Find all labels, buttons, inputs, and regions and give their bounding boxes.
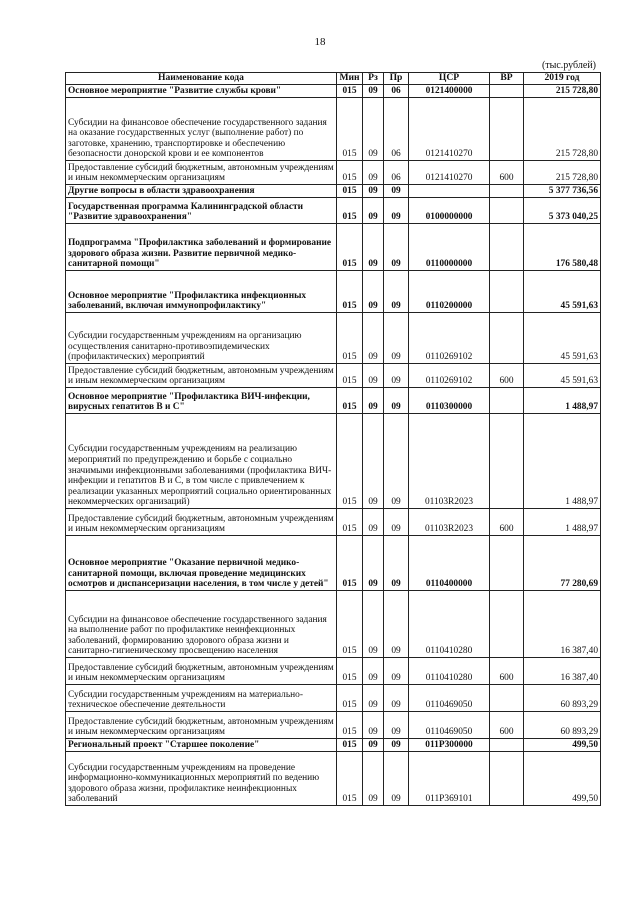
cell-min: 015: [337, 739, 363, 752]
cell-name: Субсидии государственным учреждениям на материально-техническое обеспечение деятельности: [66, 685, 337, 712]
cell-min: 015: [337, 271, 363, 313]
cell-name: Основное мероприятие "Профилактика инфекционных заболеваний, включая иммунопрофилактику": [66, 271, 337, 313]
cell-name: Основное мероприятие "Оказание первичной медико-санитарной помощи, включая проведение медицинских осмотров и диспансеризации населения, в том числе у детей": [66, 536, 337, 591]
cell-min: 015: [337, 685, 363, 712]
cell-csr: 0121410270: [409, 161, 490, 185]
cell-pr: 06: [384, 98, 409, 161]
cell-pr: 09: [384, 185, 409, 198]
cell-name: Предоставление субсидий бюджетным, автономным учреждениям и иным некоммерческим организациям: [66, 658, 337, 685]
cell-rz: 09: [363, 98, 384, 161]
cell-sum: 5 373 040,25: [524, 198, 601, 224]
cell-rz: 09: [363, 271, 384, 313]
cell-csr: 0100000000: [409, 198, 490, 224]
cell-rz: 09: [363, 414, 384, 509]
cell-vr: [490, 185, 524, 198]
cell-csr: 0110410280: [409, 658, 490, 685]
cell-sum: 60 893,29: [524, 712, 601, 739]
cell-name: Основное мероприятие "Развитие службы крови": [66, 85, 337, 98]
cell-rz: 09: [363, 591, 384, 658]
header-min: Мин: [337, 73, 363, 85]
cell-csr: 0110400000: [409, 536, 490, 591]
cell-sum: 215 728,80: [524, 161, 601, 185]
header-csr: ЦСР: [409, 73, 490, 85]
cell-min: 015: [337, 161, 363, 185]
table-row: [66, 313, 601, 364]
cell-sum: 16 387,40: [524, 658, 601, 685]
table-row: [66, 509, 601, 536]
cell-min: 015: [337, 509, 363, 536]
cell-csr: 0110469050: [409, 712, 490, 739]
cell-vr: 600: [490, 364, 524, 388]
cell-vr: 600: [490, 658, 524, 685]
cell-csr: 011P300000: [409, 739, 490, 752]
cell-min: 015: [337, 591, 363, 658]
cell-pr: 09: [384, 414, 409, 509]
cell-pr: 09: [384, 685, 409, 712]
cell-name: Региональный проект "Старшее поколение": [66, 739, 337, 752]
table-row: [66, 739, 601, 752]
cell-pr: 09: [384, 752, 409, 806]
cell-sum: 60 893,29: [524, 685, 601, 712]
table-row: [66, 161, 601, 185]
table-row: [66, 388, 601, 414]
cell-vr: [490, 414, 524, 509]
cell-sum: 215 728,80: [524, 98, 601, 161]
cell-pr: 06: [384, 161, 409, 185]
cell-name: Субсидии государственным учреждениям на проведение информационно-коммуникационных мероприятий по ведению здорового образа жизни, профилактике неинфекционных заболеваний: [66, 752, 337, 806]
cell-rz: 09: [363, 685, 384, 712]
cell-pr: 09: [384, 364, 409, 388]
cell-sum: 1 488,97: [524, 414, 601, 509]
table-row: [66, 536, 601, 591]
table-row: [66, 414, 601, 509]
cell-sum: 5 377 736,56: [524, 185, 601, 198]
cell-sum: 176 580,48: [524, 224, 601, 271]
cell-min: 015: [337, 364, 363, 388]
cell-min: 015: [337, 185, 363, 198]
cell-rz: 09: [363, 658, 384, 685]
header-year: 2019 год: [524, 73, 601, 85]
cell-csr: 0110000000: [409, 224, 490, 271]
cell-min: 015: [337, 388, 363, 414]
cell-pr: 06: [384, 85, 409, 98]
table-row: [66, 85, 601, 98]
cell-vr: [490, 198, 524, 224]
cell-vr: 600: [490, 161, 524, 185]
cell-rz: 09: [363, 509, 384, 536]
cell-name: Подпрограмма "Профилактика заболеваний и формирование здорового образа жизни. Развитие первичной медико-санитарной помощи": [66, 224, 337, 271]
cell-pr: 09: [384, 224, 409, 271]
cell-csr: 01103R2023: [409, 414, 490, 509]
cell-name: Предоставление субсидий бюджетным, автономным учреждениям и иным некоммерческим организациям: [66, 712, 337, 739]
cell-pr: 09: [384, 536, 409, 591]
cell-vr: [490, 752, 524, 806]
cell-name: Основное мероприятие "Профилактика ВИЧ-инфекции, вирусных гепатитов В и С": [66, 388, 337, 414]
cell-min: 015: [337, 658, 363, 685]
cell-rz: 09: [363, 313, 384, 364]
header-pr: Пр: [384, 73, 409, 85]
cell-rz: 09: [363, 185, 384, 198]
cell-min: 015: [337, 85, 363, 98]
cell-vr: [490, 98, 524, 161]
header-name: Наименование кода: [66, 73, 337, 85]
cell-name: Субсидии государственным учреждениям на организацию осуществления санитарно-противоэпидемических (профилактических) мероприятий: [66, 313, 337, 364]
cell-rz: 09: [363, 364, 384, 388]
table-row: [66, 591, 601, 658]
cell-vr: [490, 591, 524, 658]
cell-csr: 0121410270: [409, 98, 490, 161]
cell-rz: 09: [363, 752, 384, 806]
cell-name: Субсидии государственным учреждениям на реализацию мероприятий по предупреждению и борьбе с социально значимыми инфекционными заболеваниями (профилактика ВИЧ-инфекции и гепатитов В и С, в том числе с привлечением к реализации указанных мероприятий социально ориентированных некоммерческих организаций): [66, 414, 337, 509]
cell-csr: [409, 185, 490, 198]
cell-sum: 1 488,97: [524, 388, 601, 414]
cell-sum: 1 488,97: [524, 509, 601, 536]
table-row: [66, 364, 601, 388]
table-row: [66, 185, 601, 198]
cell-sum: 499,50: [524, 752, 601, 806]
cell-csr: 0110269102: [409, 313, 490, 364]
cell-pr: 09: [384, 509, 409, 536]
cell-sum: 499,50: [524, 739, 601, 752]
cell-min: 015: [337, 536, 363, 591]
cell-name: Субсидии на финансовое обеспечение государственного задания на оказание государственных услуг (выполнение работ) по заготовке, хранению, транспортировке и обеспечению безопасности донорской крови и ее компонентов: [66, 98, 337, 161]
cell-rz: 09: [363, 224, 384, 271]
cell-name: Предоставление субсидий бюджетным, автономным учреждениям и иным некоммерческим организациям: [66, 161, 337, 185]
cell-vr: [490, 685, 524, 712]
cell-csr: 0110410280: [409, 591, 490, 658]
header-vr: ВР: [490, 73, 524, 85]
cell-vr: [490, 224, 524, 271]
cell-min: 015: [337, 224, 363, 271]
cell-rz: 09: [363, 739, 384, 752]
table-header-row: [66, 73, 601, 85]
cell-rz: 09: [363, 161, 384, 185]
cell-pr: 09: [384, 198, 409, 224]
cell-min: 015: [337, 712, 363, 739]
cell-min: 015: [337, 752, 363, 806]
cell-min: 015: [337, 414, 363, 509]
cell-vr: [490, 536, 524, 591]
cell-pr: 09: [384, 313, 409, 364]
budget-table: [65, 72, 601, 806]
cell-rz: 09: [363, 198, 384, 224]
cell-min: 015: [337, 198, 363, 224]
cell-pr: 09: [384, 658, 409, 685]
cell-vr: [490, 85, 524, 98]
cell-min: 015: [337, 313, 363, 364]
cell-vr: 600: [490, 509, 524, 536]
cell-pr: 09: [384, 388, 409, 414]
cell-vr: [490, 313, 524, 364]
table-row: [66, 752, 601, 806]
cell-sum: 45 591,63: [524, 364, 601, 388]
cell-sum: 45 591,63: [524, 313, 601, 364]
cell-pr: 09: [384, 271, 409, 313]
cell-sum: 45 591,63: [524, 271, 601, 313]
cell-rz: 09: [363, 536, 384, 591]
cell-rz: 09: [363, 388, 384, 414]
table-row: [66, 98, 601, 161]
cell-sum: 215 728,80: [524, 85, 601, 98]
table-row: [66, 224, 601, 271]
cell-min: 015: [337, 98, 363, 161]
cell-rz: 09: [363, 712, 384, 739]
header-rz: Рз: [363, 73, 384, 85]
cell-vr: [490, 271, 524, 313]
cell-name: Другие вопросы в области здравоохранения: [66, 185, 337, 198]
table-row: [66, 658, 601, 685]
cell-csr: 01103R2023: [409, 509, 490, 536]
cell-vr: [490, 388, 524, 414]
cell-sum: 16 387,40: [524, 591, 601, 658]
cell-csr: 0110200000: [409, 271, 490, 313]
cell-name: Предоставление субсидий бюджетным, автономным учреждениям и иным некоммерческим организациям: [66, 509, 337, 536]
cell-csr: 0110469050: [409, 685, 490, 712]
cell-name: Субсидии на финансовое обеспечение государственного задания на выполнение работ по профилактике неинфекционных заболеваний, формированию здорового образа жизни и санитарно-гигиеническому просвещению населения: [66, 591, 337, 658]
table-row: [66, 712, 601, 739]
cell-csr: 011P369101: [409, 752, 490, 806]
table-row: [66, 685, 601, 712]
units-label: (тыс.рублей): [541, 60, 596, 71]
cell-csr: 0110300000: [409, 388, 490, 414]
table-row: [66, 271, 601, 313]
cell-pr: 09: [384, 712, 409, 739]
cell-name: Предоставление субсидий бюджетным, автономным учреждениям и иным некоммерческим организациям: [66, 364, 337, 388]
table-row: [66, 198, 601, 224]
cell-rz: 09: [363, 85, 384, 98]
cell-sum: 77 280,69: [524, 536, 601, 591]
page-number: 18: [314, 36, 326, 48]
cell-vr: 600: [490, 712, 524, 739]
cell-vr: [490, 739, 524, 752]
cell-pr: 09: [384, 591, 409, 658]
cell-name: Государственная программа Калининградской области "Развитие здравоохранения": [66, 198, 337, 224]
cell-csr: 0121400000: [409, 85, 490, 98]
cell-csr: 0110269102: [409, 364, 490, 388]
cell-pr: 09: [384, 739, 409, 752]
